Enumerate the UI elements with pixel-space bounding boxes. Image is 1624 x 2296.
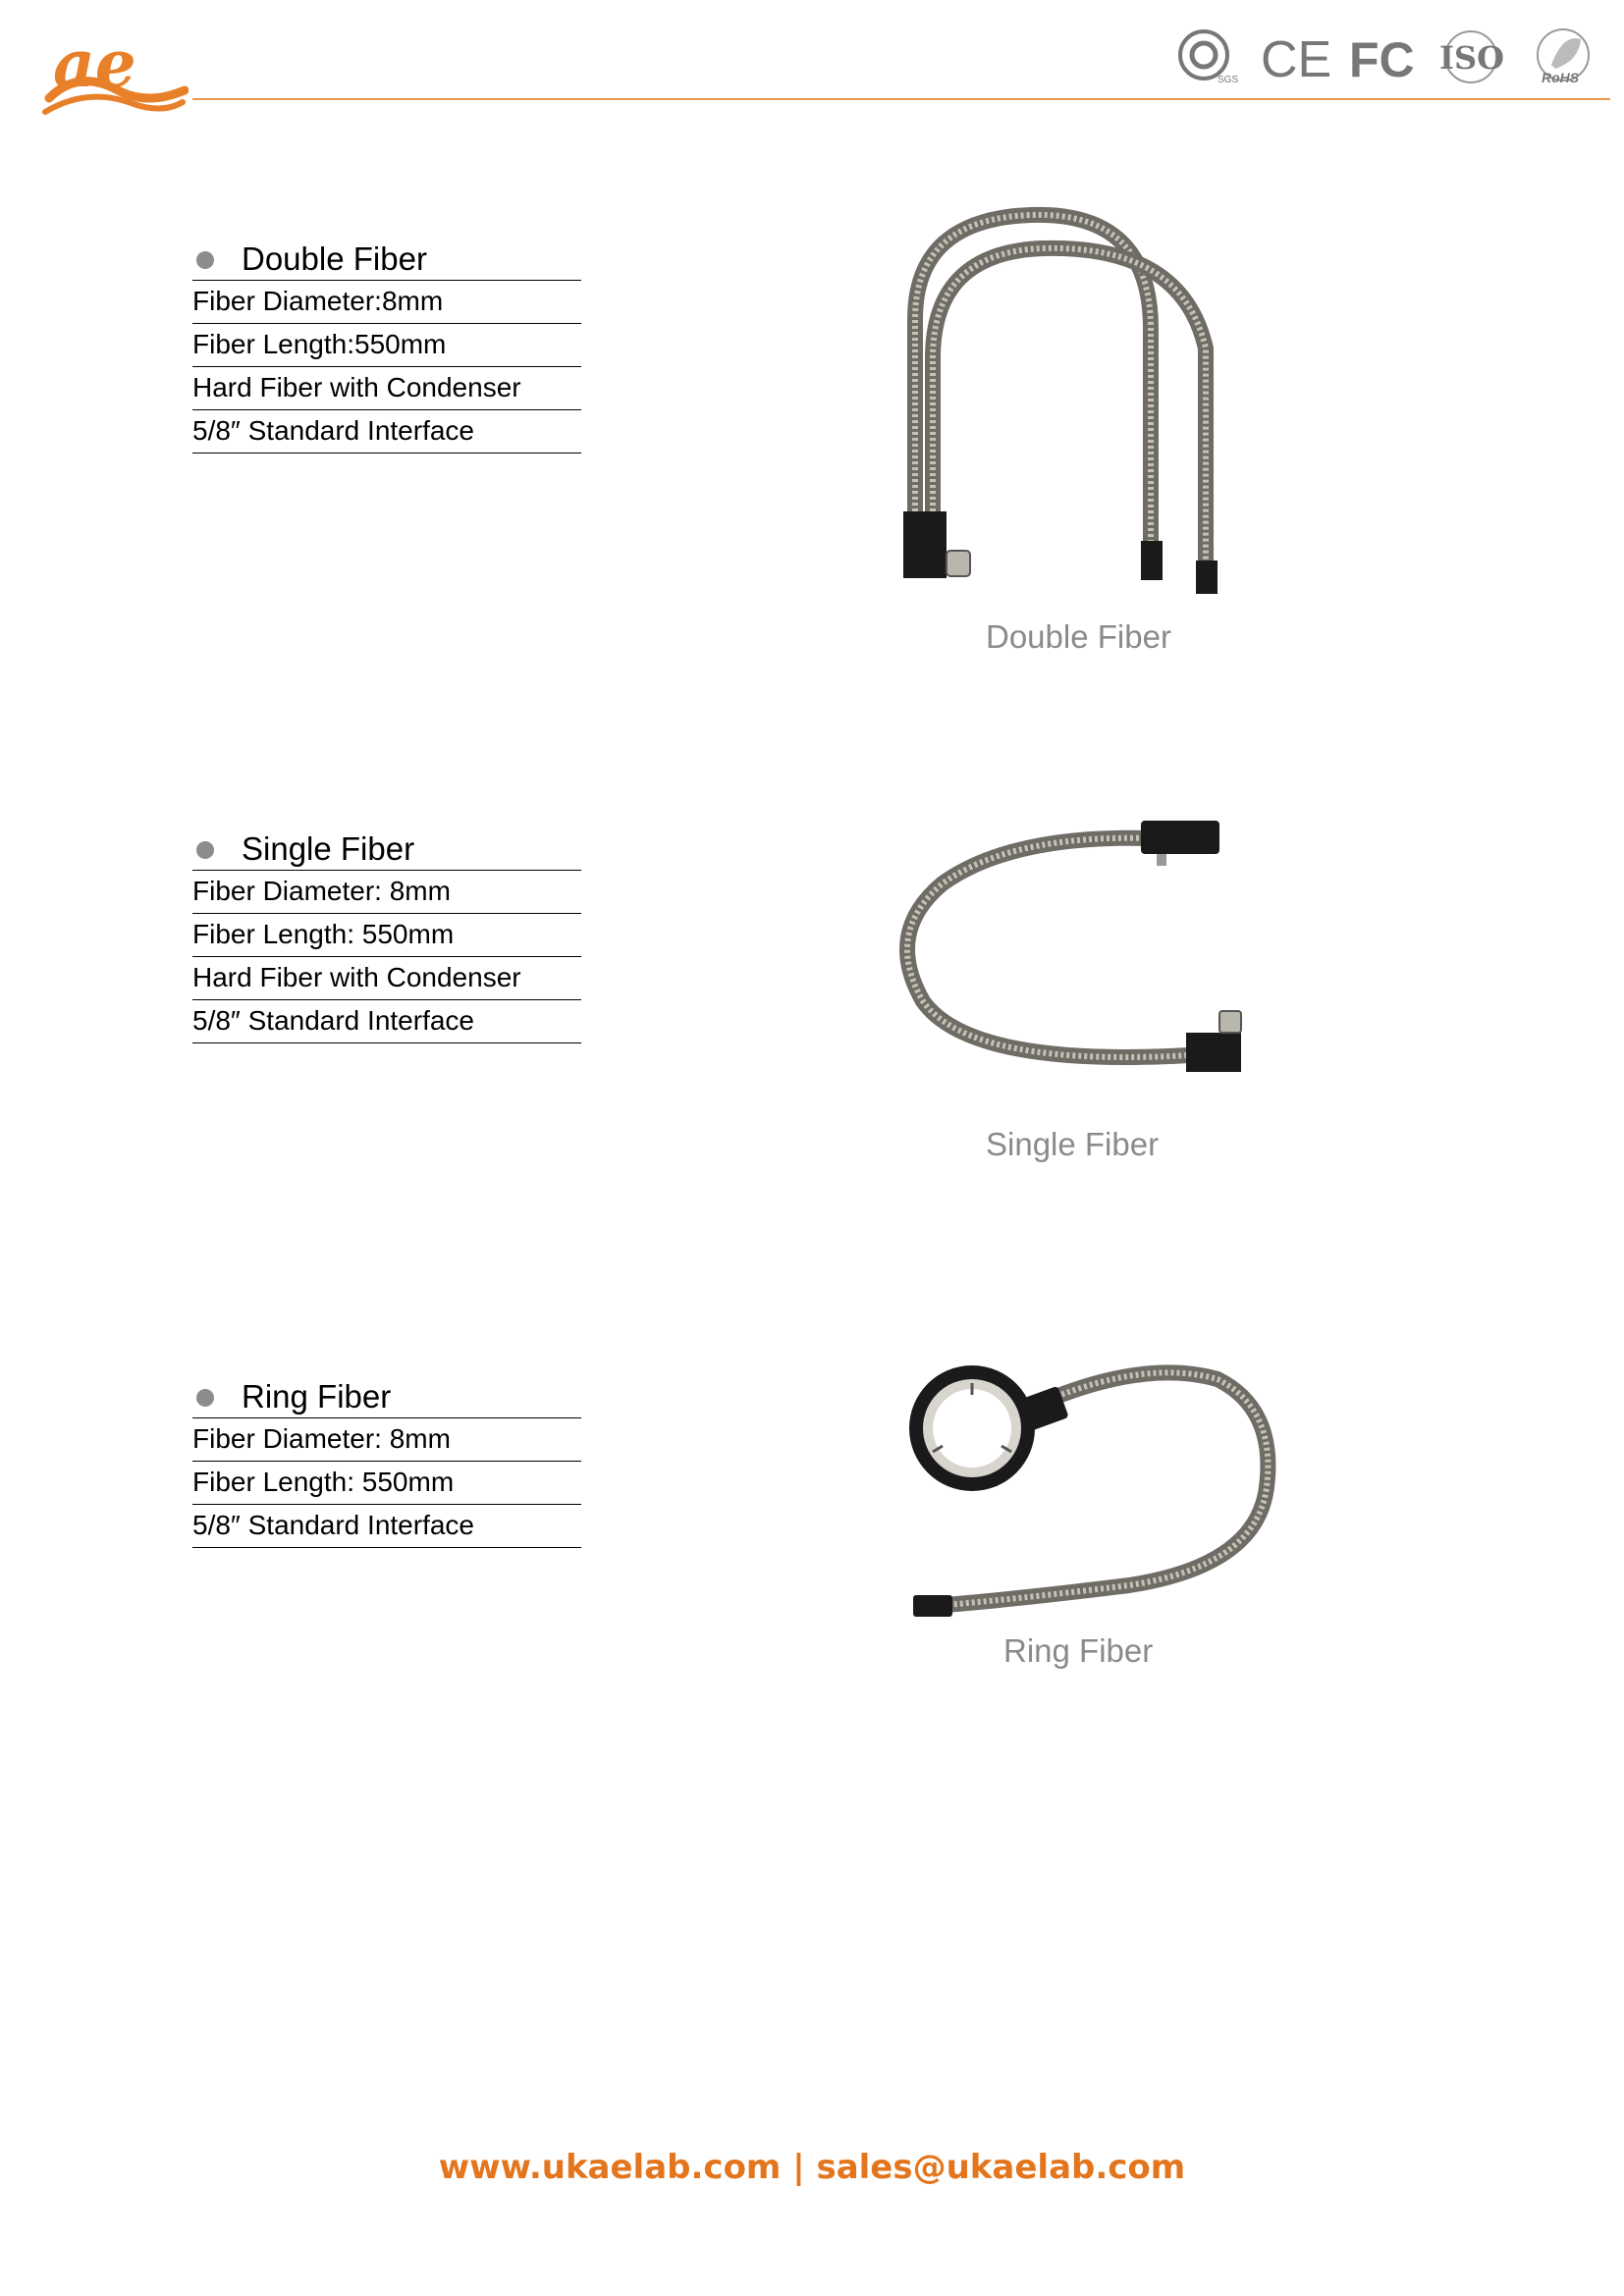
spec-title: Single Fiber xyxy=(192,828,581,871)
double-fiber-gooseneck-icon xyxy=(893,201,1267,594)
certification-marks xyxy=(1174,26,1606,88)
svg-text:ISO: ISO xyxy=(1439,39,1504,77)
spec-row: Fiber Length: 550mm xyxy=(192,914,581,957)
spec-row: Hard Fiber with Condenser xyxy=(192,367,581,410)
bullet-icon xyxy=(196,251,214,269)
spec-title: Ring Fiber xyxy=(192,1375,581,1418)
email-link[interactable]: sales@ukaelab.com xyxy=(816,2148,1186,2187)
iso-mark-icon xyxy=(1439,31,1504,82)
footer-contact xyxy=(0,2148,1624,2187)
spec-row: Fiber Length: 550mm xyxy=(192,1462,581,1505)
spec-row: 5/8″ Standard Interface xyxy=(192,1505,581,1548)
footer-separator: | xyxy=(792,2148,805,2187)
spec-row: Fiber Diameter:8mm xyxy=(192,281,581,324)
ce-mark-icon: CE xyxy=(1261,31,1332,88)
spec-row: 5/8″ Standard Interface xyxy=(192,410,581,454)
spec-block-single-fiber xyxy=(192,828,581,1043)
single-fiber-gooseneck-icon xyxy=(893,815,1267,1090)
svg-text:RoHS: RoHS xyxy=(1542,70,1580,85)
spec-row: Fiber Diameter: 8mm xyxy=(192,871,581,914)
spec-block-double-fiber xyxy=(192,238,581,454)
svg-text:SGS: SGS xyxy=(1218,75,1239,85)
spec-row: Fiber Length:550mm xyxy=(192,324,581,367)
bullet-icon xyxy=(196,841,214,859)
rohs-mark-icon xyxy=(1538,29,1589,85)
website-link[interactable]: www.ukaelab.com xyxy=(438,2148,782,2187)
bullet-icon xyxy=(196,1389,214,1407)
spec-row: Fiber Diameter: 8mm xyxy=(192,1418,581,1462)
spec-row: 5/8″ Standard Interface xyxy=(192,1000,581,1043)
spec-block-ring-fiber xyxy=(192,1375,581,1548)
image-caption: Ring Fiber xyxy=(1003,1632,1154,1669)
spec-title: Double Fiber xyxy=(192,238,581,281)
sgs-icon xyxy=(1180,31,1238,85)
ring-fiber-gooseneck-icon xyxy=(893,1350,1286,1634)
image-caption: Double Fiber xyxy=(986,618,1171,655)
company-logo xyxy=(39,29,189,118)
header-divider xyxy=(192,98,1610,100)
fc-mark-icon: FC xyxy=(1349,32,1415,87)
spec-row: Hard Fiber with Condenser xyxy=(192,957,581,1000)
svg-text:ae: ae xyxy=(53,29,136,102)
image-caption: Single Fiber xyxy=(986,1126,1160,1162)
